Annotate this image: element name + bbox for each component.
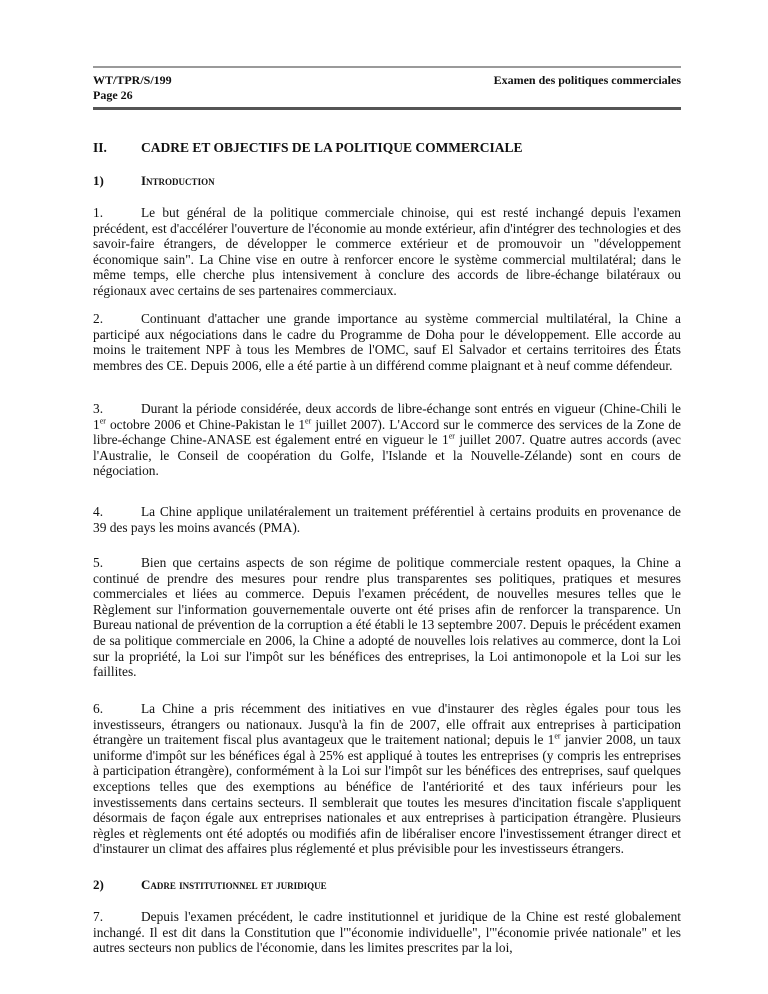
paragraph-number: 7. (93, 909, 104, 924)
paragraph-3 (93, 401, 681, 479)
paragraph-1 (93, 205, 681, 299)
paragraph-5 (93, 555, 681, 680)
paragraph-text: Durant la période considérée, deux accords de libre-échange sont entrés en vigueur (Chine-Chili le 1 (93, 401, 681, 432)
section-number: 1) (93, 173, 104, 188)
paragraph-number: 1. (93, 205, 104, 220)
paragraph-number: 6. (93, 701, 104, 716)
ordinal-superscript: er (305, 416, 312, 426)
paragraph-4 (93, 504, 681, 535)
paragraph-text: juillet 2007). L'Accord sur le commerce des services de la Zone de libre-échange Chine-ANASE est également entré en vigueur le 1 (93, 416, 681, 448)
paragraph-text: Bien que certains aspects de son régime de politique commerciale restent opaques, la Chine a continué de prendre des mesures pour rendre plus transparentes ses politiques, pratiques et mesures commerciales et liées au commerce. Depuis l'examen précédent, de nouvelles mesures telles que le Règlement sur l'information gouvernementale ouverte ont été prises afin de renforcer la transparence. Un Bureau national de prévention de la corruption a été établi le 13 septembre 2007. Depuis le précédent examen de sa politique commerciale en 2006, la Chine a adopté de nouvelles lois relatives au commerce, dont la Loi sur la propriété, la Loi sur l'impôt sur les bénéfices des entreprises, la Loi antimonopole et la Loi sur les faillites. (93, 555, 681, 680)
paragraph-text: Continuant d'attacher une grande importance au système commercial multilatéral, la Chine a participé aux négociations dans le cadre du Programme de Doha pour le développement. Elle accorde au moins le traitement NPF à tous les Membres de l'OMC, sauf El Salvador et certains territoires des États membres des CE. Depuis 2006, elle a été partie à un différend comme plaignant et à neuf comme défendeur. (93, 311, 681, 373)
paragraph-number: 3. (93, 401, 104, 416)
section-heading-introduction (93, 173, 215, 189)
ordinal-superscript: er (448, 431, 455, 441)
section-title: Cadre institutionnel et juridique (141, 877, 327, 892)
paragraph-text: Le but général de la politique commerciale chinoise, qui est resté inchangé depuis l'examen précédent, est d'accélérer l'ouverture de l'économie au monde extérieur, afin d'intégrer des technologies et des savoir-faire étrangers, de développer le commerce extérieur et de promouvoir un "développement économique sain". La Chine vise en outre à renforcer encore le système commercial multilatéral; dans le même temps, elle cherche plus intensivement à conclure des accords de libre-échange bilatéraux ou régionaux avec certains de ses partenaires commerciaux. (93, 205, 681, 298)
page-number: Page 26 (93, 88, 133, 102)
paragraph-7 (93, 909, 681, 956)
chapter-number: II. (93, 140, 107, 155)
section-heading-institutional (93, 877, 327, 893)
section-title: Introduction (141, 173, 215, 188)
header-top-rule (93, 66, 681, 68)
header-section-title: Examen des politiques commerciales (493, 73, 681, 87)
paragraph-number: 5. (93, 555, 104, 570)
paragraph-text: La Chine applique unilatéralement un traitement préférentiel à certains produits en provenance de 39 des pays les moins avancés (PMA). (93, 504, 681, 535)
chapter-heading (93, 140, 523, 156)
paragraph-text: Depuis l'examen précédent, le cadre institutionnel et juridique de la Chine est resté globalement inchangé. Il est dit dans la Constitution que l'"économie individuelle", l'"économie privée nationale" et les autres secteurs non publics de l'économie, dans les limites prescrites par la loi, (93, 909, 681, 956)
paragraph-2 (93, 311, 681, 373)
ordinal-superscript: er (99, 416, 106, 426)
paragraph-number: 4. (93, 504, 104, 519)
document-symbol: WT/TPR/S/199 (93, 73, 172, 87)
chapter-title: CADRE ET OBJECTIFS DE LA POLITIQUE COMMERCIALE (141, 140, 523, 155)
paragraph-text: octobre 2006 et Chine-Pakistan le 1 (105, 416, 306, 432)
header-left (93, 73, 172, 103)
header-bottom-rule (93, 107, 681, 110)
paragraph-number: 2. (93, 311, 104, 326)
paragraph-text: La Chine a pris récemment des initiatives en vue d'instaurer des règles égales pour tous les investisseurs, étrangers ou nationaux. Jusqu'à la fin de 2007, elle offrait aux entreprises à participation étrangère un traitement fiscal plus avantageux que le traitement national; depuis le 1 (93, 701, 681, 748)
section-number: 2) (93, 877, 104, 892)
paragraph-6 (93, 701, 681, 857)
paragraph-text: janvier 2008, un taux uniforme d'impôt sur les bénéfices égal à 25% est appliqué à toutes les entreprises (y compris les entreprises à participation étrangère), conformément à la Loi sur l'impôt sur les bénéfices des entreprises, sauf quelques exceptions telles que des exemptions au bénéfice de l'antériorité et des taux inférieurs pour les investissements dans certains secteurs. Il semblerait que toutes les mesures d'incitation fiscale s'appliquent désormais de façon égale aux entreprises nationales et aux entreprises à participation étrangère. Plusieurs règles et règlements ont été adoptés ou modifiés afin de libéraliser encore l'investissement étranger direct et d'instaurer un climat des affaires plus réglementé et plus prévisible pour les investisseurs étrangers. (93, 732, 681, 857)
paragraph-text: juillet 2007. Quatre autres accords (avec l'Australie, le Conseil de coopération du Golfe, l'Islande et la Nouvelle-Zélande) sont en cours de négociation. (93, 432, 681, 479)
ordinal-superscript: er (554, 731, 561, 741)
